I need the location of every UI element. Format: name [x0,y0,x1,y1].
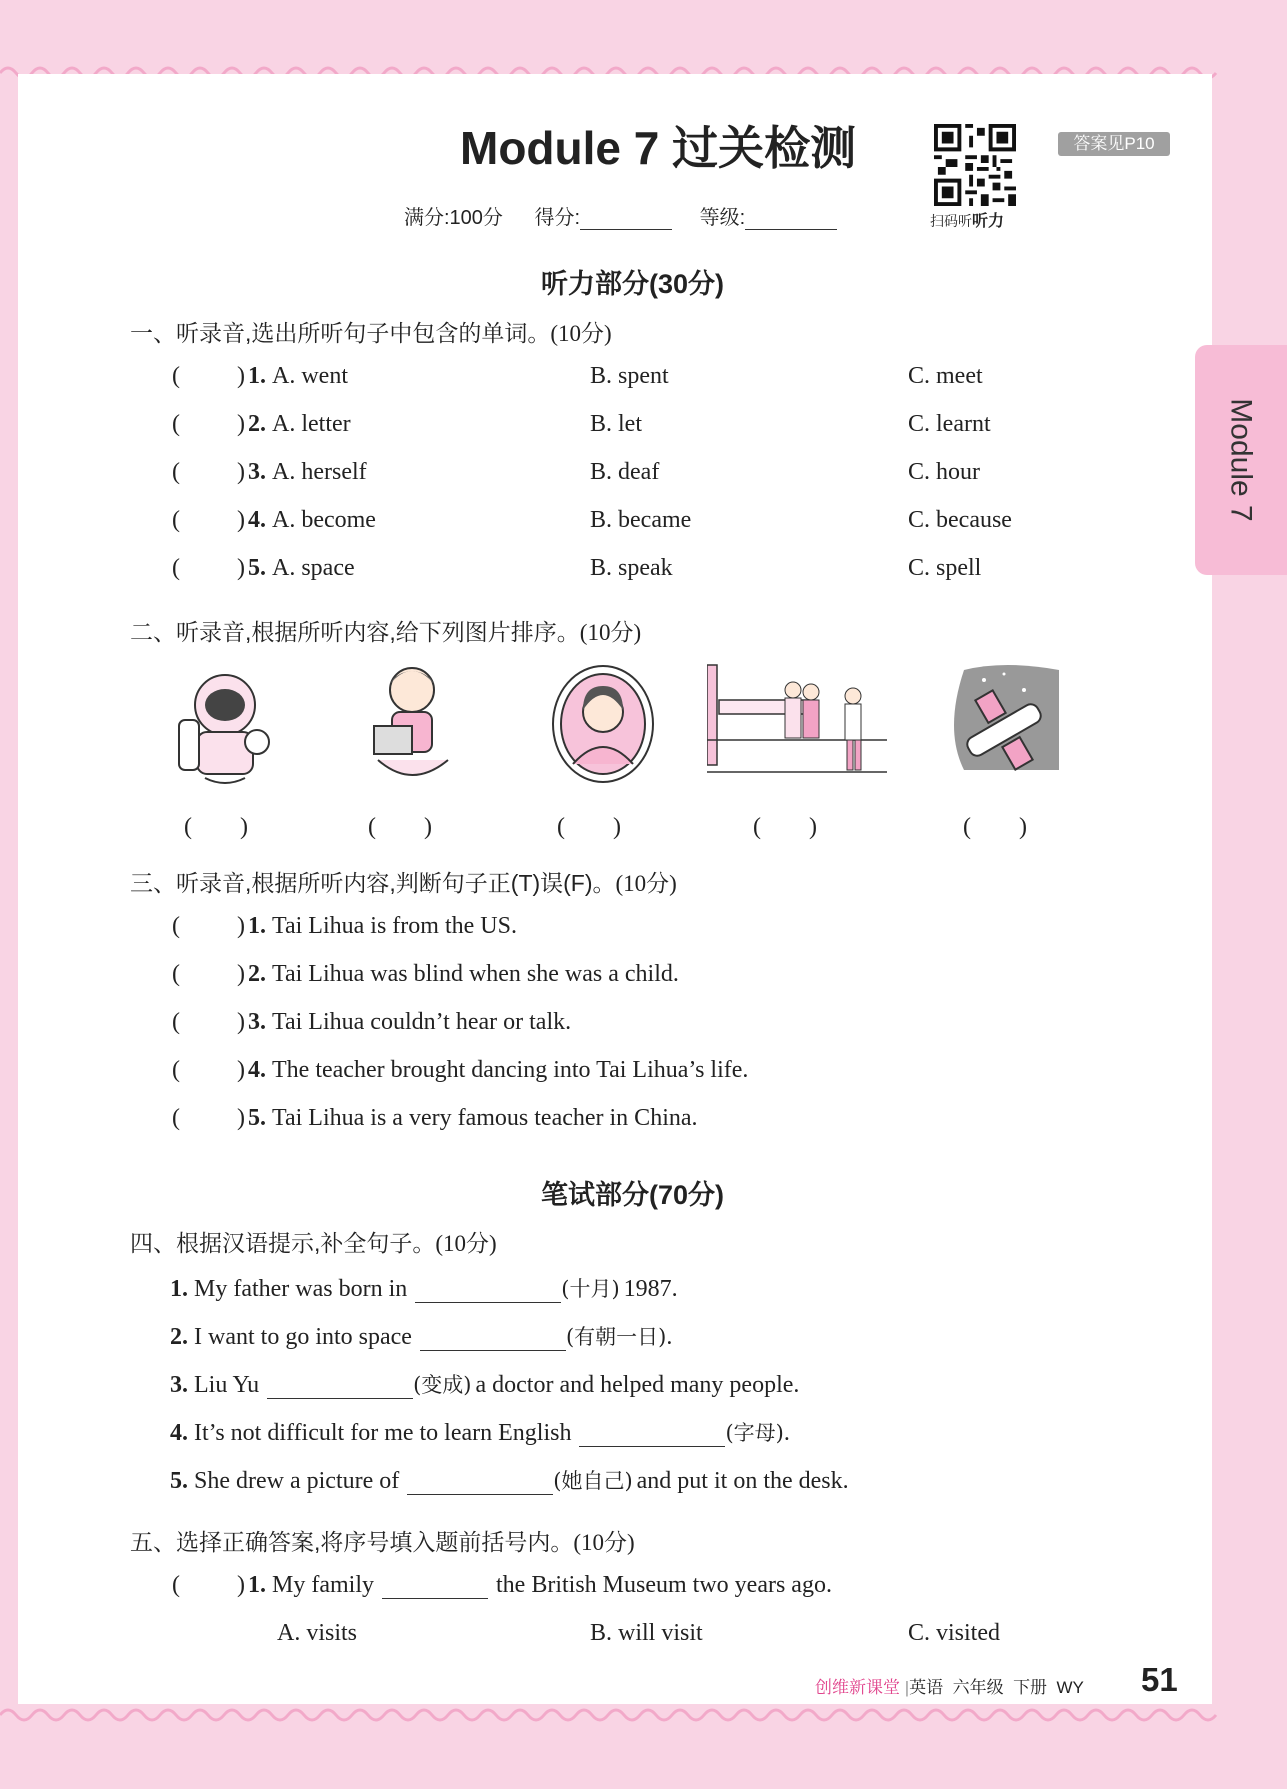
option-a[interactable]: A. become [272,507,376,533]
sentence-start: She drew a picture of [194,1468,400,1494]
option-b[interactable]: B. let [590,411,642,437]
section-5-title: 五、选择正确答案,将序号填入题前括号内。(10分) [130,1529,635,1555]
answer-paren-close: ) [237,459,245,485]
item-number: 1. [248,363,266,389]
sentence-start: It’s not difficult for me to learn English [194,1420,572,1446]
sentence-end: . [783,1420,790,1446]
option-a[interactable]: A. went [272,363,348,389]
chinese-hint: (十月) [561,1277,620,1301]
answer-paren-open[interactable]: ( [172,507,180,533]
chinese-hint: (有朝一日) [565,1325,667,1349]
option-c[interactable]: C. because [908,507,1012,533]
people-street-illustration [707,660,887,790]
answer-blank[interactable] [415,1280,561,1303]
listening-heading: 听力部分(30分) [541,269,725,299]
statement-text: The teacher brought dancing into Tai Lihua’s life. [272,1057,749,1083]
item-number: 5. [248,555,266,581]
grade-label: 等级: [699,207,746,229]
answer-paren-close: ) [237,1105,245,1131]
boy-reading-illustration [352,660,472,790]
answer-paren-close: ) [237,1572,245,1598]
item-number: 3. [170,1372,188,1398]
answer-paren-open[interactable]: ( [172,363,180,389]
statement [248,1009,571,1036]
sentence-start: My father was born in [194,1276,408,1302]
grade-blank[interactable] [745,209,837,230]
answer-reference-badge: 答案见P10 [1058,132,1170,156]
fill-sentence [170,1417,790,1447]
option-b[interactable]: B. will visit [590,1620,703,1646]
option-a[interactable]: A. herself [272,459,367,485]
woman-portrait-illustration [543,660,663,790]
footer-info: 创维新课堂 |英语 六年级 下册 WY [815,1678,1084,1697]
item-number: 3. [248,459,266,485]
page-number: 51 [1141,1661,1178,1698]
section-3-title: 三、听录音,根据所听内容,判断句子正(T)误(F)。(10分) [130,870,677,896]
answer-paren-close: ) [237,363,245,389]
option-b[interactable]: B. spent [590,363,669,389]
question-number [248,363,348,390]
item-number: 5. [248,1105,266,1131]
satellite-space-illustration [944,660,1059,790]
qr-caption: 扫码听听力 [930,213,1005,230]
answer-paren-open[interactable]: ( [172,913,180,939]
answer-paren-open[interactable]: ( [172,1572,180,1598]
choice-sentence [248,1572,832,1599]
question-number [248,459,367,486]
answer-paren-close: ) [237,913,245,939]
statement [248,913,517,940]
sentence-start: I want to go into space [194,1324,412,1350]
chinese-hint: (她自己) [553,1469,633,1493]
answer-paren-open[interactable]: ( [172,459,180,485]
item-number: 4. [170,1420,188,1446]
sentence-end: . [666,1324,673,1350]
sentence-end: a doctor and helped many people. [475,1372,800,1398]
footer-grade: 六年级 [952,1678,1004,1697]
answer-blank[interactable] [407,1472,553,1495]
answer-blank[interactable] [267,1376,413,1399]
astronaut-illustration [165,660,285,790]
footer-edition: WY [1056,1678,1084,1697]
item-number: 2. [248,411,266,437]
item-number: 3. [248,1009,266,1035]
side-tab-label: Module 7 [1225,398,1259,522]
statement [248,961,679,988]
picture-1-answer[interactable]: ( ) [184,814,248,840]
qr-code-icon[interactable] [934,124,1016,206]
option-b[interactable]: B. became [590,507,692,533]
sentence-end: and put it on the desk. [636,1468,849,1494]
statement-text: Tai Lihua couldn’t hear or talk. [272,1009,572,1035]
answer-blank[interactable] [382,1576,488,1599]
item-number: 1. [248,1572,266,1598]
question-number [248,411,351,438]
footer-term: 下册 [1013,1678,1048,1697]
answer-paren-close: ) [237,1009,245,1035]
option-a[interactable]: A. space [272,555,355,581]
question-number [248,507,376,534]
question-number [248,555,355,582]
score-line [404,201,859,230]
statement [248,1105,698,1132]
item-number: 4. [248,507,266,533]
section-4-title: 四、根据汉语提示,补全句子。(10分) [130,1230,497,1256]
chinese-hint: (变成) [413,1373,472,1397]
option-c[interactable]: C. spell [908,555,982,581]
option-c[interactable]: C. learnt [908,411,991,437]
full-score-label: 满分:100分 [404,207,503,229]
chinese-hint: (字母) [725,1421,784,1445]
answer-paren-close: ) [237,555,245,581]
answer-paren-open[interactable]: ( [172,1105,180,1131]
answer-paren-close: ) [237,411,245,437]
item-number: 4. [248,1057,266,1083]
item-number: 5. [170,1468,188,1494]
option-c[interactable]: C. visited [908,1620,1001,1646]
sentence-end: 1987. [623,1276,678,1302]
item-number: 2. [248,961,266,987]
item-number: 1. [170,1276,188,1302]
statement-text: Tai Lihua is from the US. [272,913,517,939]
answer-paren-open[interactable]: ( [172,961,180,987]
statement [248,1057,748,1084]
answer-paren-open[interactable]: ( [172,1057,180,1083]
item-number: 1. [248,913,266,939]
fill-sentence [170,1321,672,1351]
answer-blank[interactable] [579,1424,725,1447]
page-title: Module 7 过关检测 [460,122,857,174]
statement-text: Tai Lihua was blind when she was a child. [272,961,679,987]
section-2-title: 二、听录音,根据所听内容,给下列图片排序。(10分) [130,619,642,645]
footer-brand: 创维新课堂 [815,1678,900,1697]
section-1-title: 一、听录音,选出所听句子中包含的单词。(10分) [130,320,612,346]
sentence-start: My family [272,1572,374,1598]
score-label: 得分: [534,207,581,229]
answer-paren-close: ) [237,507,245,533]
answer-blank[interactable] [420,1328,566,1351]
writing-heading: 笔试部分(70分) [541,1180,725,1210]
footer-subject: 英语 [909,1678,944,1697]
sentence-start: Liu Yu [194,1372,260,1398]
bottom-wave-border [0,1700,1287,1730]
answer-paren-open[interactable]: ( [172,555,180,581]
option-b[interactable]: B. deaf [590,459,660,485]
answer-paren-open[interactable]: ( [172,411,180,437]
option-c[interactable]: C. meet [908,363,983,389]
option-a[interactable]: A. letter [272,411,351,437]
option-c[interactable]: C. hour [908,459,980,485]
answer-paren-open[interactable]: ( [172,1009,180,1035]
fill-sentence [170,1273,678,1303]
sentence-end: the British Museum two years ago. [496,1572,832,1598]
option-a[interactable]: A. visits [277,1620,358,1646]
item-number: 2. [170,1324,188,1350]
fill-sentence [170,1369,799,1399]
picture-2-answer[interactable]: ( ) [368,814,432,840]
statement-text: Tai Lihua is a very famous teacher in China. [272,1105,698,1131]
option-b[interactable]: B. speak [590,555,673,581]
picture-3-answer[interactable]: ( ) [557,814,621,840]
picture-5-answer[interactable]: ( ) [963,814,1027,840]
answer-paren-close: ) [237,961,245,987]
fill-sentence [170,1465,849,1495]
score-blank[interactable] [580,209,672,230]
answer-paren-close: ) [237,1057,245,1083]
picture-4-answer[interactable]: ( ) [753,814,817,840]
